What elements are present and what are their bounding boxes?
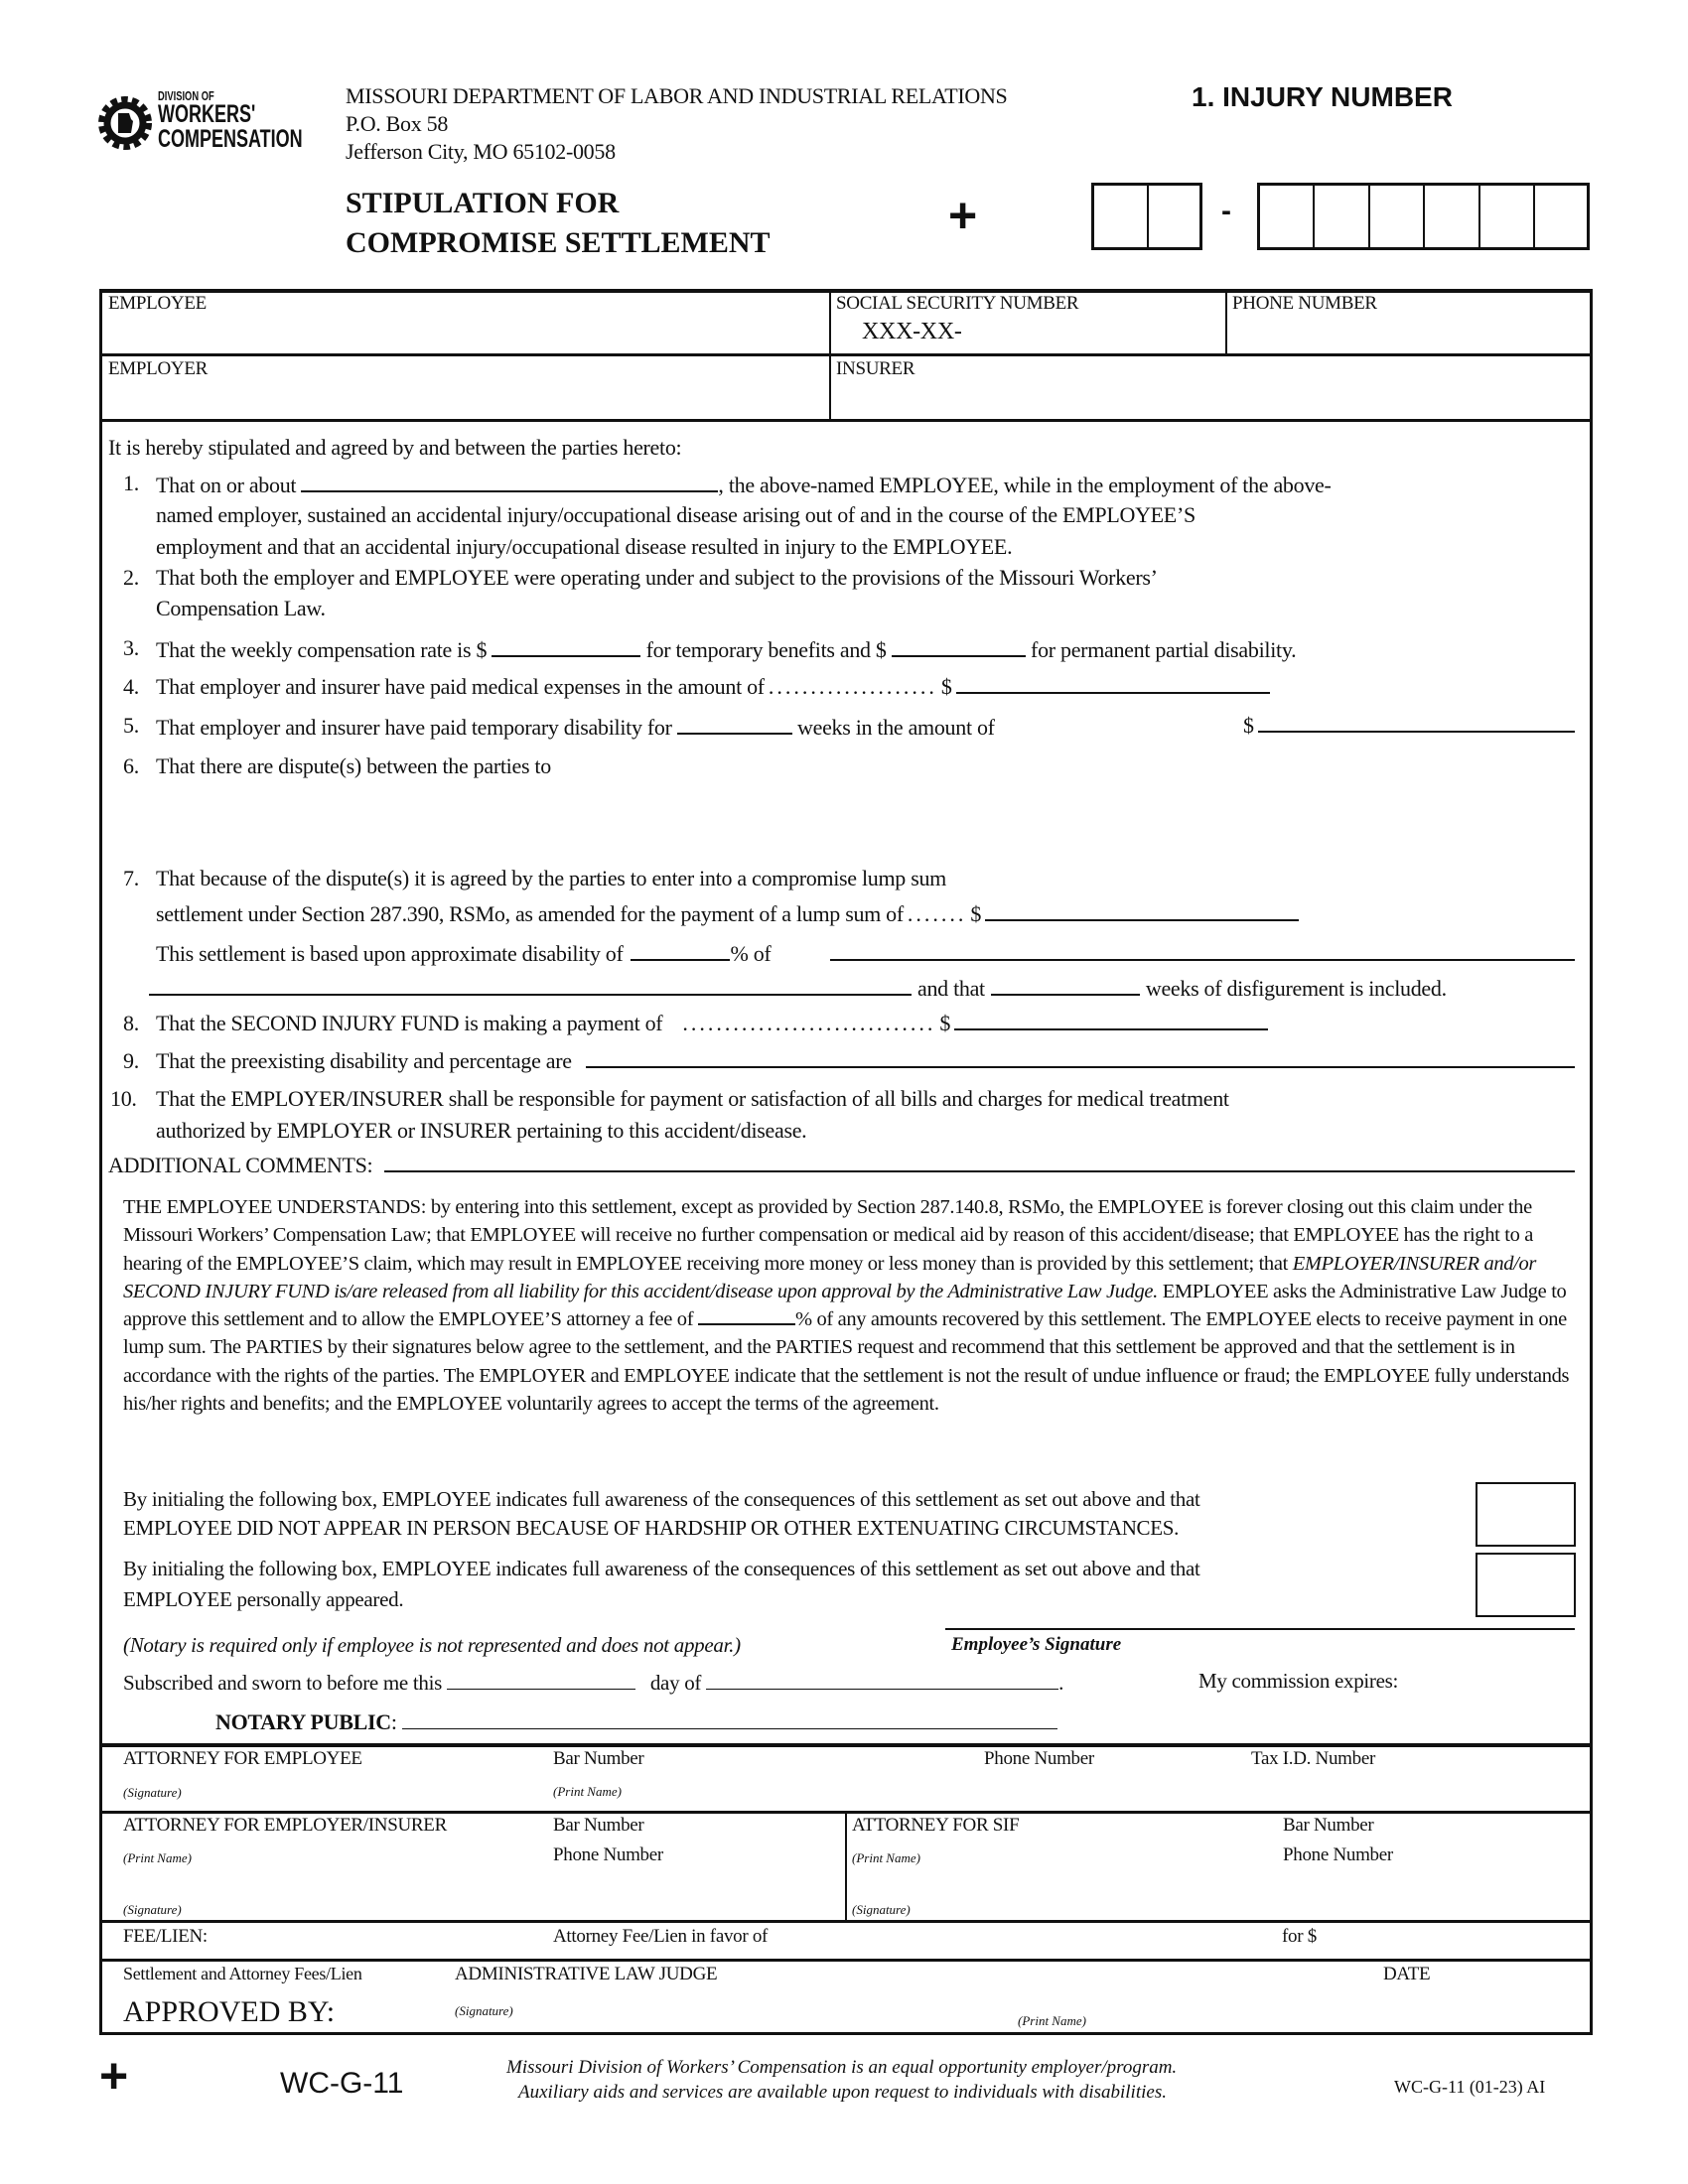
tax-id-label: Tax I.D. Number	[1251, 1748, 1376, 1769]
disability-percent-field[interactable]	[631, 939, 730, 961]
initial1-line2: EMPLOYEE DID NOT APPEAR IN PERSON BECAUSE OF HARDSHIP OR OTHER EXTENUATING CIRCUMSTANCES.	[123, 1516, 1180, 1540]
stipulation-intro: It is hereby stipulated and agreed by and between the parties hereto:	[108, 435, 682, 460]
disability-body-part-field[interactable]	[830, 941, 1575, 961]
print-name-hint: (Print Name)	[553, 1784, 622, 1799]
item-text: That the preexisting disability and percentage are	[156, 1048, 572, 1073]
item1-line1	[156, 471, 1332, 498]
form-revision: WC-G-11 (01-23) AI	[1394, 2077, 1546, 2097]
item7-line3	[156, 939, 1575, 967]
logo-line3: COMPENSATION	[158, 125, 303, 153]
phone-number-label: PHONE NUMBER	[1232, 293, 1377, 314]
divider	[845, 1811, 847, 1922]
fee-lien-field[interactable]	[102, 1926, 1590, 1958]
divider	[1225, 289, 1227, 355]
item-text: and that	[917, 976, 985, 1001]
item-number: 6.	[123, 753, 139, 778]
injury-number-suffix-field[interactable]	[1257, 183, 1590, 250]
second-injury-fund-field[interactable]	[954, 1011, 1268, 1030]
city-address: Jefferson City, MO 65102-0058	[346, 139, 616, 164]
employee-signature-label: Employee’s Signature	[951, 1634, 1122, 1655]
initial-box-did-not-appear[interactable]	[1476, 1482, 1576, 1547]
gear-icon	[96, 93, 154, 153]
colon: :	[390, 1709, 397, 1734]
divider	[829, 289, 831, 421]
bar-number-label: Bar Number	[553, 1748, 644, 1769]
item-number: 2.	[123, 565, 139, 590]
employee-label: EMPLOYEE	[108, 293, 207, 314]
notary-public-line	[215, 1708, 1057, 1735]
permanent-rate-field[interactable]	[892, 635, 1026, 657]
attorney-for-sif-field[interactable]	[848, 1815, 1590, 1919]
bar-number-label: Bar Number	[1283, 1815, 1374, 1836]
item8-line	[156, 1011, 1575, 1036]
attorney-sif-label: ATTORNEY FOR SIF	[852, 1815, 1020, 1836]
notary-public-label: NOTARY PUBLIC	[215, 1709, 391, 1734]
logo-line2: WORKERS'	[158, 100, 256, 128]
initial2-line2: EMPLOYEE personally appeared.	[123, 1587, 404, 1611]
phone-number-label: Phone Number	[553, 1844, 663, 1865]
notary-signature-field[interactable]	[402, 1708, 1057, 1729]
item-text: That the weekly compensation rate is $	[156, 637, 488, 662]
additional-comments	[108, 1153, 1575, 1178]
print-name-hint: (Print Name)	[852, 1850, 920, 1865]
item9-line	[156, 1048, 1575, 1074]
item-number: 8.	[123, 1011, 139, 1035]
employee-field[interactable]	[102, 293, 827, 352]
item-text: for temporary benefits and $	[645, 637, 887, 662]
logo	[96, 89, 325, 159]
fee-lien-label: FEE/LIEN:	[123, 1926, 208, 1947]
eeo-statement-line2: Auxiliary aids and services are available upon request to individuals with disabilities.	[518, 2082, 1167, 2103]
item-text: settlement under Section 287.390, RSMo, as amended for the payment of a lump sum of	[156, 901, 904, 926]
insurer-field[interactable]	[832, 358, 1587, 418]
disability-weeks-field[interactable]	[677, 713, 792, 735]
approval-field[interactable]	[102, 1964, 1590, 2031]
item-text: , the above-named EMPLOYEE, while in the employment of the above-	[718, 473, 1332, 497]
item-text: That on or about	[156, 473, 297, 497]
item-text: That employer and insurer have paid temporary disability for	[156, 715, 672, 740]
attorney-employee-label: ATTORNEY FOR EMPLOYEE	[123, 1748, 362, 1769]
medical-expenses-field[interactable]	[956, 674, 1270, 694]
injury-date-field[interactable]	[301, 471, 718, 492]
item-text: That the SECOND INJURY FUND is making a payment of	[156, 1011, 663, 1035]
fee-lien-amount-label: for $	[1282, 1926, 1317, 1947]
divider	[99, 419, 1593, 422]
leader-dots: ..............................	[682, 1011, 936, 1035]
temporary-rate-field[interactable]	[492, 635, 640, 657]
ssn-label: SOCIAL SECURITY NUMBER	[836, 293, 1079, 314]
subscribed-text: Subscribed and sworn to before me this	[123, 1671, 443, 1695]
item-text: weeks of disfigurement is included.	[1145, 976, 1447, 1001]
additional-comments-field[interactable]	[384, 1153, 1575, 1172]
dollar-sign: $	[970, 901, 982, 926]
item-number: 1.	[123, 471, 139, 495]
dollar-sign: $	[940, 674, 952, 699]
approved-by-label: APPROVED BY:	[123, 1995, 336, 2028]
fee-lien-favor-label: Attorney Fee/Lien in favor of	[553, 1926, 769, 1947]
initial2-line1: By initialing the following box, EMPLOYEE indicates full awareness of the consequences of this settlement as set out above and that	[123, 1557, 1200, 1580]
attorney-for-employee-field[interactable]	[102, 1748, 1590, 1810]
paragraph-text: % of any amounts recovered by this settlement. The EMPLOYEE elects to receive payment in one lump sum. The PARTIES by their signatures below agree to the settlement, and the PARTIES request and recommend that this settlement be approved and that the settlement is in accordance with the rights of the parties. The EMPLOYER and EMPLOYEE indicate that the settlement is not the result of undue influence or fraud; the EMPLOYEE fully understands his/her rights and benefits; and the EMPLOYEE voluntarily agrees to accept the terms of the agreement.	[123, 1308, 1570, 1416]
item3-line	[156, 635, 1296, 663]
sworn-month-field[interactable]	[706, 1669, 1058, 1690]
signature-hint: (Signature)	[123, 1785, 182, 1800]
disputes-field[interactable]	[156, 786, 1575, 856]
item1-line3: employment and that an accidental injury/occupational disease resulted in injury to the EMPLOYEE.	[156, 534, 1013, 559]
alj-label: ADMINISTRATIVE LAW JUDGE	[455, 1964, 718, 1984]
signature-hint: (Signature)	[455, 2003, 513, 2018]
commission-expires-label: My commission expires:	[1198, 1669, 1399, 1693]
item-number: 7.	[123, 866, 139, 890]
item7-line4	[149, 974, 1559, 1002]
item5-line	[156, 713, 995, 741]
item-number: 3.	[123, 635, 139, 660]
item-text: That employer and insurer have paid medical expenses in the amount of	[156, 674, 765, 699]
logo-line1: DIVISION OF	[158, 88, 214, 103]
form-id: WC-G-11	[280, 2067, 404, 2100]
employee-understands-paragraph	[123, 1193, 1573, 1418]
form-title-line1: STIPULATION FOR	[346, 187, 620, 219]
temporary-disability-amount-field[interactable]	[1258, 713, 1575, 733]
item2-line1: That both the employer and EMPLOYEE were operating under and subject to the provisions of the Missouri Workers’	[156, 565, 1158, 590]
notary-note: (Notary is required only if employee is not represented and does not appear.)	[123, 1633, 741, 1657]
ssn-value: XXX-XX-	[862, 319, 962, 344]
registration-plus-mark: +	[99, 2048, 129, 2104]
release-clause: EMPLOYER/INSURER and/or SECOND INJURY FUND is/are released from all liability for this accident/disease upon approval by the Administrative Law Judge.	[123, 1252, 1537, 1302]
date-label: DATE	[1383, 1964, 1431, 1984]
item7-line2	[156, 901, 1575, 927]
print-name-hint: (Print Name)	[1018, 2013, 1086, 2028]
injury-number-dash: -	[1221, 195, 1231, 227]
item-number: 5.	[123, 713, 139, 738]
attorney-employer-label: ATTORNEY FOR EMPLOYER/INSURER	[123, 1815, 447, 1836]
attorney-for-employer-field[interactable]	[102, 1815, 843, 1919]
additional-comments-label: ADDITIONAL COMMENTS:	[108, 1153, 373, 1177]
period: .	[1058, 1671, 1064, 1695]
signature-hint: (Signature)	[123, 1902, 182, 1917]
disability-description-field[interactable]	[149, 974, 912, 996]
item1-line2: named employer, sustained an accidental injury/occupational disease arising out of and in the course of the EMPLOYEE’S	[156, 502, 1196, 527]
divider	[99, 1959, 1593, 1962]
item10-line1: That the EMPLOYER/INSURER shall be responsible for payment or satisfaction of all bills and charges for medical treatment	[156, 1086, 1229, 1111]
po-box: P.O. Box 58	[346, 111, 449, 136]
paragraph-text: EMPLOYEE asks the Administrative Law Judge to approve this settlement and to allow the EMPLOYEE’S attorney a fee of	[123, 1280, 1567, 1331]
phone-number-label: Phone Number	[1283, 1844, 1393, 1865]
print-name-hint: (Print Name)	[123, 1850, 192, 1865]
dollar-sign: $	[1243, 713, 1254, 738]
item6-line: That there are dispute(s) between the parties to	[156, 753, 551, 778]
lump-sum-field[interactable]	[985, 901, 1299, 921]
item-text: for permanent partial disability.	[1031, 637, 1297, 662]
disfigurement-weeks-field[interactable]	[991, 974, 1140, 996]
registration-plus-mark: +	[948, 188, 978, 243]
phone-number-field[interactable]	[1228, 293, 1588, 352]
ssn-field[interactable]	[832, 293, 1223, 352]
attorney-fee-percent-field[interactable]	[698, 1305, 795, 1325]
leader-dots: .......	[907, 901, 967, 926]
employer-label: EMPLOYER	[108, 358, 208, 379]
signature-hint: (Signature)	[852, 1902, 911, 1917]
department-name: MISSOURI DEPARTMENT OF LABOR AND INDUSTRIAL RELATIONS	[346, 83, 1008, 108]
form-title-line2: COMPROMISE SETTLEMENT	[346, 226, 771, 259]
subscribed-line	[123, 1669, 1063, 1696]
paragraph-text: THE EMPLOYEE UNDERSTANDS: by entering into this settlement, except as provided by Section 287.140.8, RSMo, the EMPLOYEE is forever closing out this claim under the Missouri Workers’ Compensation Law; that EMPLOYEE will receive no further compensation or medical aid by reason of this accident/disease; that EMPLOYEE has the right to a hearing of the EMPLOYEE’S claim, which may result in EMPLOYEE receiving more money or less money than is provided by this settlement; that	[123, 1196, 1533, 1275]
injury-number-prefix-field[interactable]	[1091, 183, 1202, 250]
item4-line	[156, 674, 1575, 700]
dollar-sign: $	[939, 1011, 951, 1035]
item10-line2: authorized by EMPLOYER or INSURER pertaining to this accident/disease.	[156, 1118, 807, 1143]
day-of-text: day of	[649, 1671, 702, 1695]
item-text: % of	[730, 941, 772, 966]
eeo-statement-line1: Missouri Division of Workers’ Compensation is an equal opportunity employer/program.	[506, 2057, 1178, 2078]
sworn-day-field[interactable]	[447, 1669, 635, 1690]
item5-amount	[1243, 713, 1575, 739]
insurer-label: INSURER	[836, 358, 915, 379]
item-text: This settlement is based upon approximate disability of	[156, 941, 624, 966]
phone-number-label: Phone Number	[984, 1748, 1094, 1769]
preexisting-disability-field[interactable]	[586, 1048, 1575, 1068]
employee-signature-field[interactable]	[945, 1588, 1575, 1630]
item7-line1: That because of the dispute(s) it is agreed by the parties to enter into a compromise lump sum	[156, 866, 946, 890]
item-number: 10.	[110, 1086, 137, 1111]
item2-line2: Compensation Law.	[156, 596, 326, 620]
leader-dots: ....................	[768, 674, 937, 699]
initial1-line1: By initialing the following box, EMPLOYEE indicates full awareness of the consequences of this settlement as set out above and that	[123, 1487, 1200, 1511]
employer-field[interactable]	[102, 358, 827, 418]
divider	[99, 353, 1593, 356]
settlement-fees-label: Settlement and Attorney Fees/Lien	[123, 1964, 362, 1983]
bar-number-label: Bar Number	[553, 1815, 644, 1836]
item-number: 4.	[123, 674, 139, 699]
item-text: weeks in the amount of	[797, 715, 995, 740]
item-number: 9.	[123, 1048, 139, 1073]
injury-number-label: 1. INJURY NUMBER	[1192, 81, 1453, 112]
